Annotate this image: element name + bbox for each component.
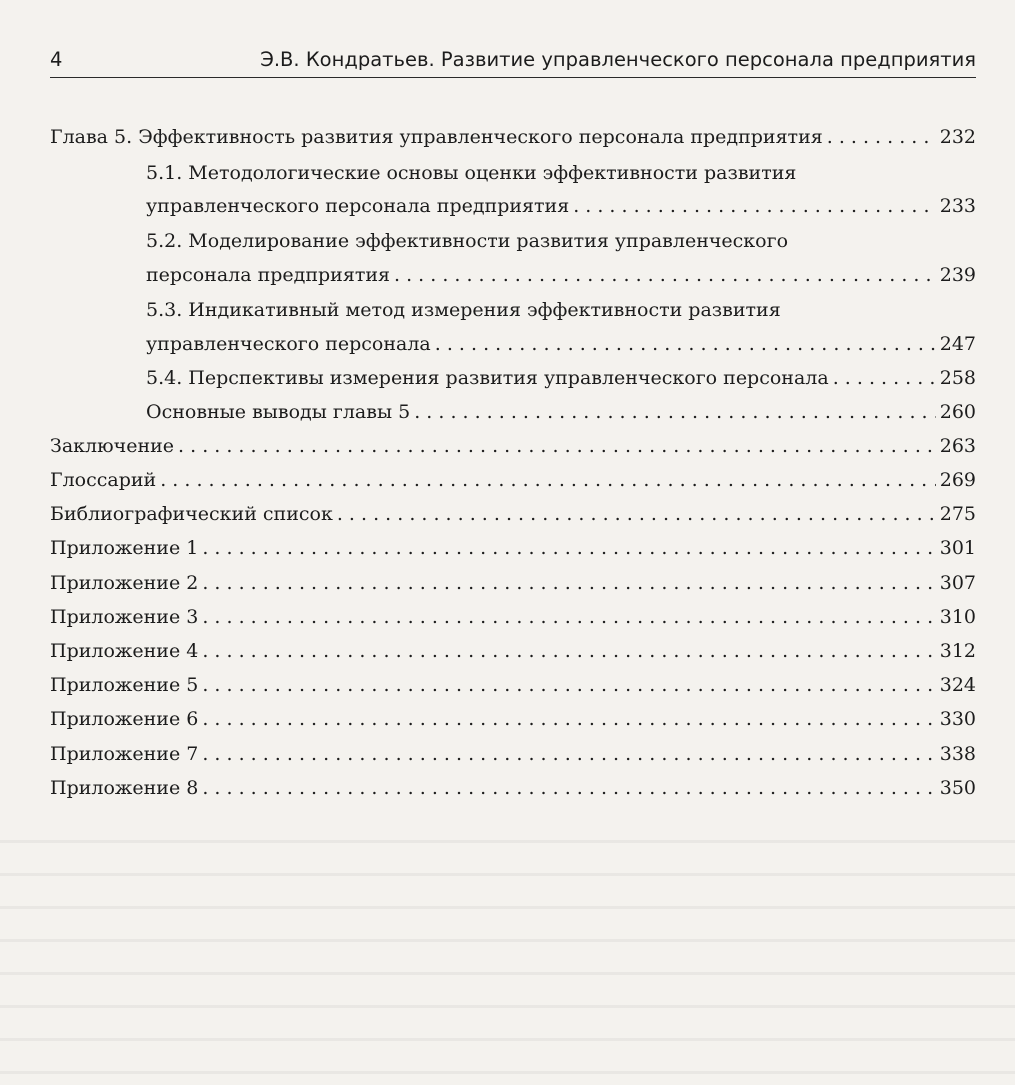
dot-leader — [202, 566, 935, 600]
toc-entry-item[interactable] — [50, 600, 976, 634]
dot-leader — [202, 702, 935, 736]
toc-entry-5-4[interactable] — [146, 361, 976, 395]
toc-entry-title: Приложение 6 — [50, 708, 199, 730]
toc-entry-page: 247 — [939, 333, 976, 355]
toc-entry-page: 330 — [939, 708, 976, 730]
toc-entry-page: 275 — [939, 503, 976, 525]
toc-entry-title: 5.4. Перспективы измерения развития управленческого персонала — [146, 367, 829, 389]
toc-entry-page: 312 — [939, 640, 976, 662]
toc-entry-item[interactable] — [50, 771, 976, 805]
toc-entry-title: Приложение 3 — [50, 606, 199, 628]
toc-entry-title: управленческого персонала предприятия — [146, 195, 570, 217]
toc-entry-page: 239 — [939, 264, 976, 286]
dot-leader — [394, 258, 936, 292]
toc-entry-page: 338 — [939, 743, 976, 765]
dot-leader — [827, 120, 936, 154]
toc-entry-5-1-line1[interactable]: 5.1. Методологические основы оценки эффективности развития — [146, 162, 797, 184]
toc-entry-page: 260 — [939, 401, 976, 423]
toc-entry-page: 263 — [939, 435, 976, 457]
toc-entry-title: Библиографический список — [50, 503, 333, 525]
page-number: 4 — [50, 48, 63, 71]
dot-leader — [833, 361, 936, 395]
toc-entry-page: 310 — [939, 606, 976, 628]
toc-entry-page: 307 — [939, 572, 976, 594]
toc-entry-5-3-line1[interactable]: 5.3. Индикативный метод измерения эффективности развития — [146, 299, 781, 321]
toc-entry-chapter-5-conclusions[interactable] — [146, 395, 976, 429]
dot-leader — [573, 189, 936, 223]
toc-entry-item[interactable] — [50, 429, 976, 463]
toc-entry-page: 233 — [939, 195, 976, 217]
toc-entry-5-3[interactable] — [146, 327, 976, 361]
toc-entry-title: Основные выводы главы 5 — [146, 401, 411, 423]
toc-entry-title: персонала предприятия — [146, 264, 390, 286]
toc-entry-title: Заключение — [50, 435, 175, 457]
running-title: Э.В. Кондратьев. Развитие управленческого персонала предприятия — [260, 48, 976, 71]
toc-entry-title: Приложение 2 — [50, 572, 199, 594]
toc-entry-item[interactable] — [50, 463, 976, 497]
toc-entry-title: Приложение 8 — [50, 777, 199, 799]
toc-entry-item[interactable] — [50, 668, 976, 702]
dot-leader — [160, 463, 936, 497]
toc-entry-item[interactable] — [50, 531, 976, 565]
dot-leader — [202, 634, 935, 668]
toc-entry-5-1[interactable] — [146, 189, 976, 223]
toc-entry-title: управленческого персонала — [146, 333, 431, 355]
toc-entry-page: 269 — [939, 469, 976, 491]
toc-entry-title: Глоссарий — [50, 469, 157, 491]
toc-entry-5-2[interactable] — [146, 258, 976, 292]
toc-entry-title: Приложение 5 — [50, 674, 199, 696]
toc-entry-item[interactable] — [50, 497, 976, 531]
toc-entry-chapter-5[interactable] — [50, 120, 976, 154]
running-header — [50, 42, 976, 78]
dot-leader — [202, 737, 935, 771]
toc-entry-page: 258 — [939, 367, 976, 389]
toc-entry-page: 350 — [939, 777, 976, 799]
toc-entry-5-2-line1[interactable]: 5.2. Моделирование эффективности развития управленческого — [146, 230, 789, 252]
dot-leader — [202, 668, 935, 702]
toc-entry-title: Приложение 1 — [50, 537, 199, 559]
toc-entry-item[interactable] — [50, 737, 976, 771]
dot-leader — [202, 771, 935, 805]
toc-entry-title: Глава 5. Эффективность развития управленческого персонала предприятия — [50, 126, 823, 148]
show-through-background — [0, 810, 1015, 1085]
dot-leader — [414, 395, 936, 429]
toc-entry-item[interactable] — [50, 566, 976, 600]
toc-entry-page: 324 — [939, 674, 976, 696]
toc-entry-title: Приложение 4 — [50, 640, 199, 662]
dot-leader — [202, 531, 935, 565]
dot-leader — [435, 327, 936, 361]
toc-entry-page: 232 — [939, 126, 976, 148]
dot-leader — [202, 600, 935, 634]
toc-entry-item[interactable] — [50, 634, 976, 668]
toc-entry-item[interactable] — [50, 702, 976, 736]
dot-leader — [178, 429, 936, 463]
toc-entry-title: Приложение 7 — [50, 743, 199, 765]
toc-entry-page: 301 — [939, 537, 976, 559]
dot-leader — [337, 497, 936, 531]
